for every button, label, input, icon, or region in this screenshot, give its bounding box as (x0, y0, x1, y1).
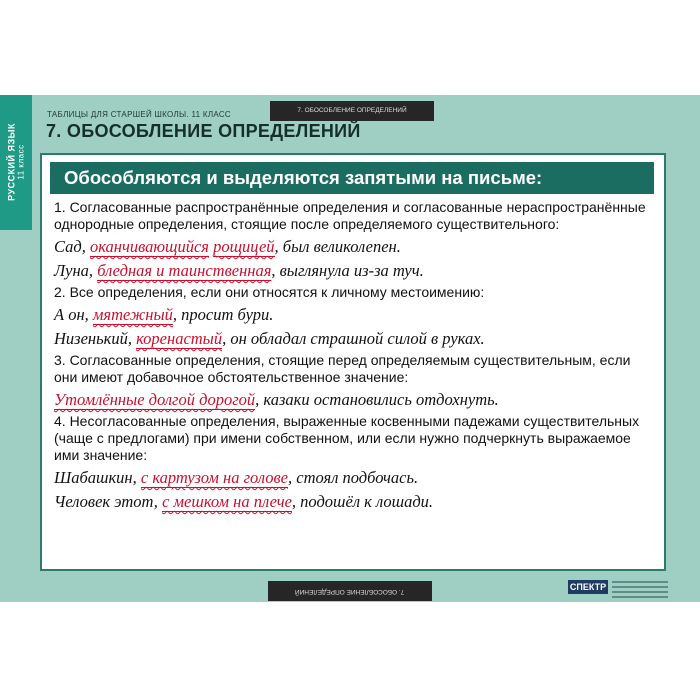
example-4-1-highlight: с картузом на голове (140, 468, 288, 487)
example-1-1-highlight-a: оканчивающийся (89, 237, 209, 256)
example-3-1-highlight: Утомлённые долгой дорогой (54, 390, 256, 409)
example-1-1-highlight-b: рощицей (213, 237, 275, 256)
rules-content (54, 199, 654, 515)
top-tag: 7. ОБОСОБЛЕНИЕ ОПРЕДЕЛЕНИЙ (270, 101, 434, 121)
rule-4-text: 4. Несогласованные определения, выраженные косвенными падежами существительных (чаще с предлогами) при имени собственном, или если нужно подчеркнуть выражаемое ими значение: (54, 413, 640, 463)
bottom-tag (268, 581, 432, 601)
subject-label (7, 123, 26, 201)
publisher-fine-print (612, 581, 668, 601)
example-1-2: Луна, бледная и таинственная, выглянула из-за туч. (54, 261, 424, 280)
page-title: 7. ОБОСОБЛЕНИЕ ОПРЕДЕЛЕНИЙ (46, 121, 361, 141)
example-2-2-highlight: коренастый (136, 329, 223, 348)
example-2-1-highlight: мятежный (92, 305, 173, 324)
example-4-1: Шабашкин, с картузом на голове, стоял подбочась. (54, 468, 419, 487)
example-1-1: Сад, оканчивающийся рощицей, был великолепен. (54, 237, 401, 256)
publisher-block (568, 580, 668, 601)
example-3-1: Утомлённые долгой дорогой, казаки остановились отдохнуть. (54, 390, 499, 409)
bottom-tag-text: 7. ОБОСОБЛЕНИЕ ОПРЕДЕЛЕНИЙ (295, 588, 405, 595)
example-4-2-highlight: с мешком на плече (162, 492, 292, 511)
rules-banner: Обособляются и выделяются запятыми на письме: (50, 162, 654, 194)
subject-name: РУССКИЙ ЯЗЫК (6, 123, 17, 201)
example-2-1: А он, мятежный, просит бури. (54, 305, 274, 324)
example-1-2-highlight: бледная и таинственная (97, 261, 272, 280)
example-2-2: Низенький, коренастый, он обладал страшной силой в руках. (54, 329, 485, 348)
series-title: ТАБЛИЦЫ ДЛЯ СТАРШЕЙ ШКОЛЫ. 11 КЛАСС (47, 110, 232, 119)
grade-label: 11 класс (16, 144, 26, 180)
rule-3-text: 3. Согласованные определения, стоящие перед определяемым существительным, если они имеют добавочное обстоятельственное значение: (54, 352, 631, 385)
rule-2-text: 2. Все определения, если они относятся к личному местоимению: (54, 284, 485, 300)
publisher-logo: СПЕКТР (569, 582, 607, 592)
rule-1-text: 1. Согласованные распространённые определения и согласованные нераспространённые однородные определения, стоящие после определяемого существительного: (54, 199, 646, 232)
rules-card (40, 153, 666, 571)
example-4-2: Человек этот, с мешком на плече, подошёл к лошади. (54, 492, 434, 511)
